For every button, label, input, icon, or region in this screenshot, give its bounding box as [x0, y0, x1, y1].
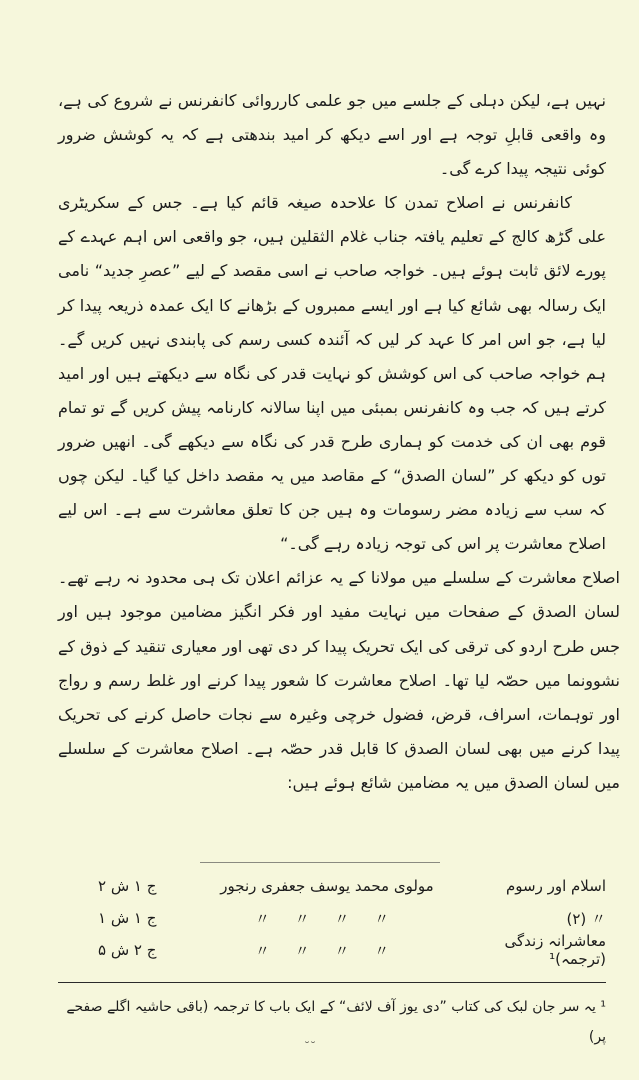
reference-list [98, 870, 606, 966]
reference-author: 〃 〃 〃 〃 [254, 909, 400, 928]
reference-title: معاشرانہ زندگی (ترجمہ)¹ [504, 932, 606, 968]
reference-volume: ج ۱ ش ۱ [98, 909, 157, 927]
paragraph-3: اصلاح معاشرت کے سلسلے میں مولانا کے یہ عزائم اعلان تک ہی محدود نہ رہے تھے۔ لسان الصدق کے صفحات میں نہایت مفید اور فکر انگیز مضامین موجود ہیں اور جس طرح اردو کی ترقی کی ایک تحریک پیدا کر دی تھی اور معیاری تنقید کے ذوق کے نشوونما میں حصّہ لیا تھا۔ اصلاح معاشرت کا شعور پیدا کرنے اور غلط رسم و رواج اور توہمات، اسراف، قرض، فضول خرچی وغیرہ سے نجات حاصل کرنے کی تحریک پیدا کرنے میں بھی لسان الصدق کا قابل قدر حصّہ ہے۔ اصلاح معاشرت کے سلسلے میں لسان الصدق میں یہ مضامین شائع ہوئے ہیں: [58, 568, 620, 792]
page-mark: ˘˘ [304, 1040, 316, 1054]
reference-row [98, 870, 606, 902]
body-text [58, 84, 620, 800]
footnote: ¹ یہ سر جان لبک کی کتاب ”دی یوز آف لائف“ کے ایک باب کا ترجمہ (باقی حاشیہ اگلے صفحے پر) [66, 999, 606, 1045]
reference-author: 〃 〃 〃 〃 [254, 941, 400, 960]
paragraph-2: کانفرنس نے اصلاح تمدن کا علاحدہ صیغہ قائم کیا ہے۔ جس کے سکریٹری علی گڑھ کالج کے تعلیم یافتہ جناب غلام الثقلین ہیں، جو واقعی اس اہم عہدے کے پورے لائق ثابت ہوئے ہیں۔ خواجہ صاحب نے اسی مقصد کے لیے ”عصرِ جدید“ نامی ایک رسالہ بھی شائع کیا ہے اور ایسے ممبروں کے بڑھانے کا ایک عمدہ ذریعہ پیدا کر لیا ہے، جو اس امر کا عہد کر لیں کہ آئندہ کسی رسم کی پابندی نہیں کریں گے۔ ہم خواجہ صاحب کی اس کوشش کو نہایت قدر کی نگاہ سے دیکھتے ہیں اور امید کرتے ہیں کہ جب وہ کانفرنس بمبئی میں اپنا سالانہ کارنامہ پیش کریں گے تو تمام قوم بھی ان کی خدمت کو ہماری طرح قدر کی نگاہ سے دیکھے گی۔ انھیں ضرور توں کو دیکھ کر ”لسان الصدق“ کے مقاصد میں یہ مقصد داخل کیا گیا۔ لیکن چوں کہ سب سے زیادہ مضر رسومات وہ ہیں جن کا تعلق معاشرت سے ہے۔ اس لیے اصلاح معاشرت پر اس کی توجہ زیادہ رہے گی۔“ [58, 193, 606, 554]
reference-title: اسلام اور رسوم [505, 877, 606, 895]
reference-volume: ج ۱ ش ۲ [98, 877, 157, 895]
paragraph-1: نہیں ہے، لیکن دہلی کے جلسے میں جو علمی کارروائی کانفرنس نے شروع کی ہے، وہ واقعی قابلِ توجہ ہے اور اسے دیکھ کر امید بندھتی ہے کہ یہ کوشش ضرور کوئی نتیجہ پیدا کرے گی۔ [58, 91, 606, 179]
reference-title: 〃 (۲) [566, 909, 606, 928]
reference-author: مولوی محمد یوسف جعفری رنجور [220, 877, 434, 895]
footnote-divider [58, 982, 606, 983]
reference-row [98, 934, 606, 966]
reference-row [98, 902, 606, 934]
reference-divider [200, 862, 440, 863]
reference-volume: ج ۲ ش ۵ [98, 941, 157, 959]
